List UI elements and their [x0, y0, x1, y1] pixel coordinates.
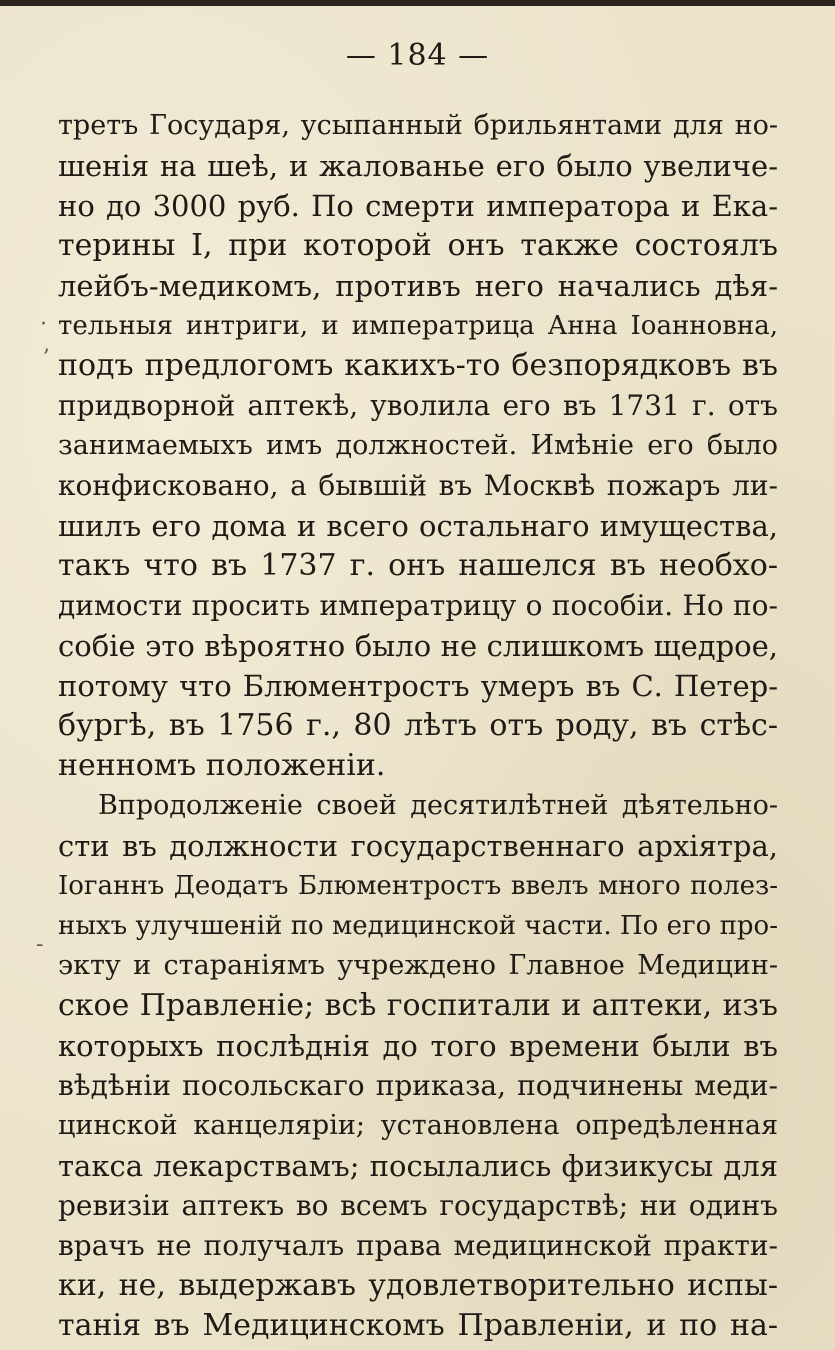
- text-line: ское Правленіе; всѣ госпитали и аптеки, изъ: [58, 988, 778, 1023]
- text-line: ревизіи аптекъ во всемъ государствѣ; ни одинъ: [58, 1189, 778, 1222]
- text-line: врачъ не получалъ права медицинской практи-: [58, 1229, 778, 1262]
- text-line: которыхъ послѣднія до того времени были въ: [58, 1029, 778, 1063]
- text-line: собіе это вѣроятно было не слишкомъ щедрое,: [58, 629, 778, 663]
- text-line: ки, не, выдержавъ удовлетворительно испы-: [58, 1268, 778, 1303]
- text-line: конфисковано, а бывшій въ Москвѣ пожаръ ли-: [58, 469, 778, 502]
- text-line: танія въ Медицинскомъ Правленіи, и по на-: [58, 1308, 778, 1343]
- text-line: ненномъ положеніи.: [58, 748, 386, 783]
- page-top-edge: [0, 0, 835, 6]
- text-line: такъ что въ 1737 г. онъ нашелся въ необхо-: [58, 548, 778, 583]
- text-line: занимаемыхъ имъ должностей. Имѣніе его было: [58, 430, 778, 461]
- text-line: сти въ должности государственнаго архіятра,: [58, 829, 778, 863]
- text-line: Впродолженіе своей десятилѣтней дѣятельно-: [98, 790, 778, 821]
- text-line: третъ Государя, усыпанный брильянтами для но-: [58, 110, 778, 141]
- text-line: Іоганнъ Деодатъ Блюментростъ ввелъ много полез-: [58, 871, 778, 901]
- text-line: придворной аптекѣ, уволила его въ 1731 г. отъ: [58, 389, 778, 422]
- text-line: бургѣ, въ 1756 г., 80 лѣтъ отъ роду, въ стѣс-: [58, 708, 778, 743]
- text-line: такса лекарствамъ; посылались физикусы для: [58, 1149, 778, 1183]
- margin-mark: ʼ: [42, 346, 49, 371]
- text-line: терины I, при которой онъ также состоялъ: [58, 228, 778, 263]
- text-line: подъ предлогомъ какихъ-то безпорядковъ въ: [58, 348, 778, 383]
- text-line: димости просить императрицу о пособіи. Но по-: [58, 589, 778, 622]
- text-line: ныхъ улучшеній по медицинской части. По его про-: [58, 911, 778, 941]
- text-line: тельныя интриги, и императрица Анна Іоанновна,: [58, 311, 778, 341]
- body-text: [58, 106, 778, 1346]
- page-number: — 184 —: [345, 38, 490, 73]
- text-line: экту и стараніямъ учреждено Главное Медицин-: [58, 950, 778, 981]
- text-line: шенія на шеѣ, и жалованье его было увеличе-: [58, 149, 778, 183]
- margin-mark: ·: [40, 312, 47, 337]
- text-line: вѣдѣніи посольскаго приказа, подчинены меди-: [58, 1069, 778, 1102]
- text-line: цинской канцеляріи; установлена опредѣленная: [58, 1110, 778, 1141]
- text-line: шилъ его дома и всего остальнаго имущества,: [58, 509, 778, 543]
- margin-mark: -: [36, 932, 44, 957]
- text-line: потому что Блюментростъ умеръ въ С. Петер-: [58, 669, 778, 703]
- text-line: но до 3000 руб. По смерти императора и Ека-: [58, 189, 778, 223]
- text-line: лейбъ-медикомъ, противъ него начались дѣя-: [58, 269, 778, 303]
